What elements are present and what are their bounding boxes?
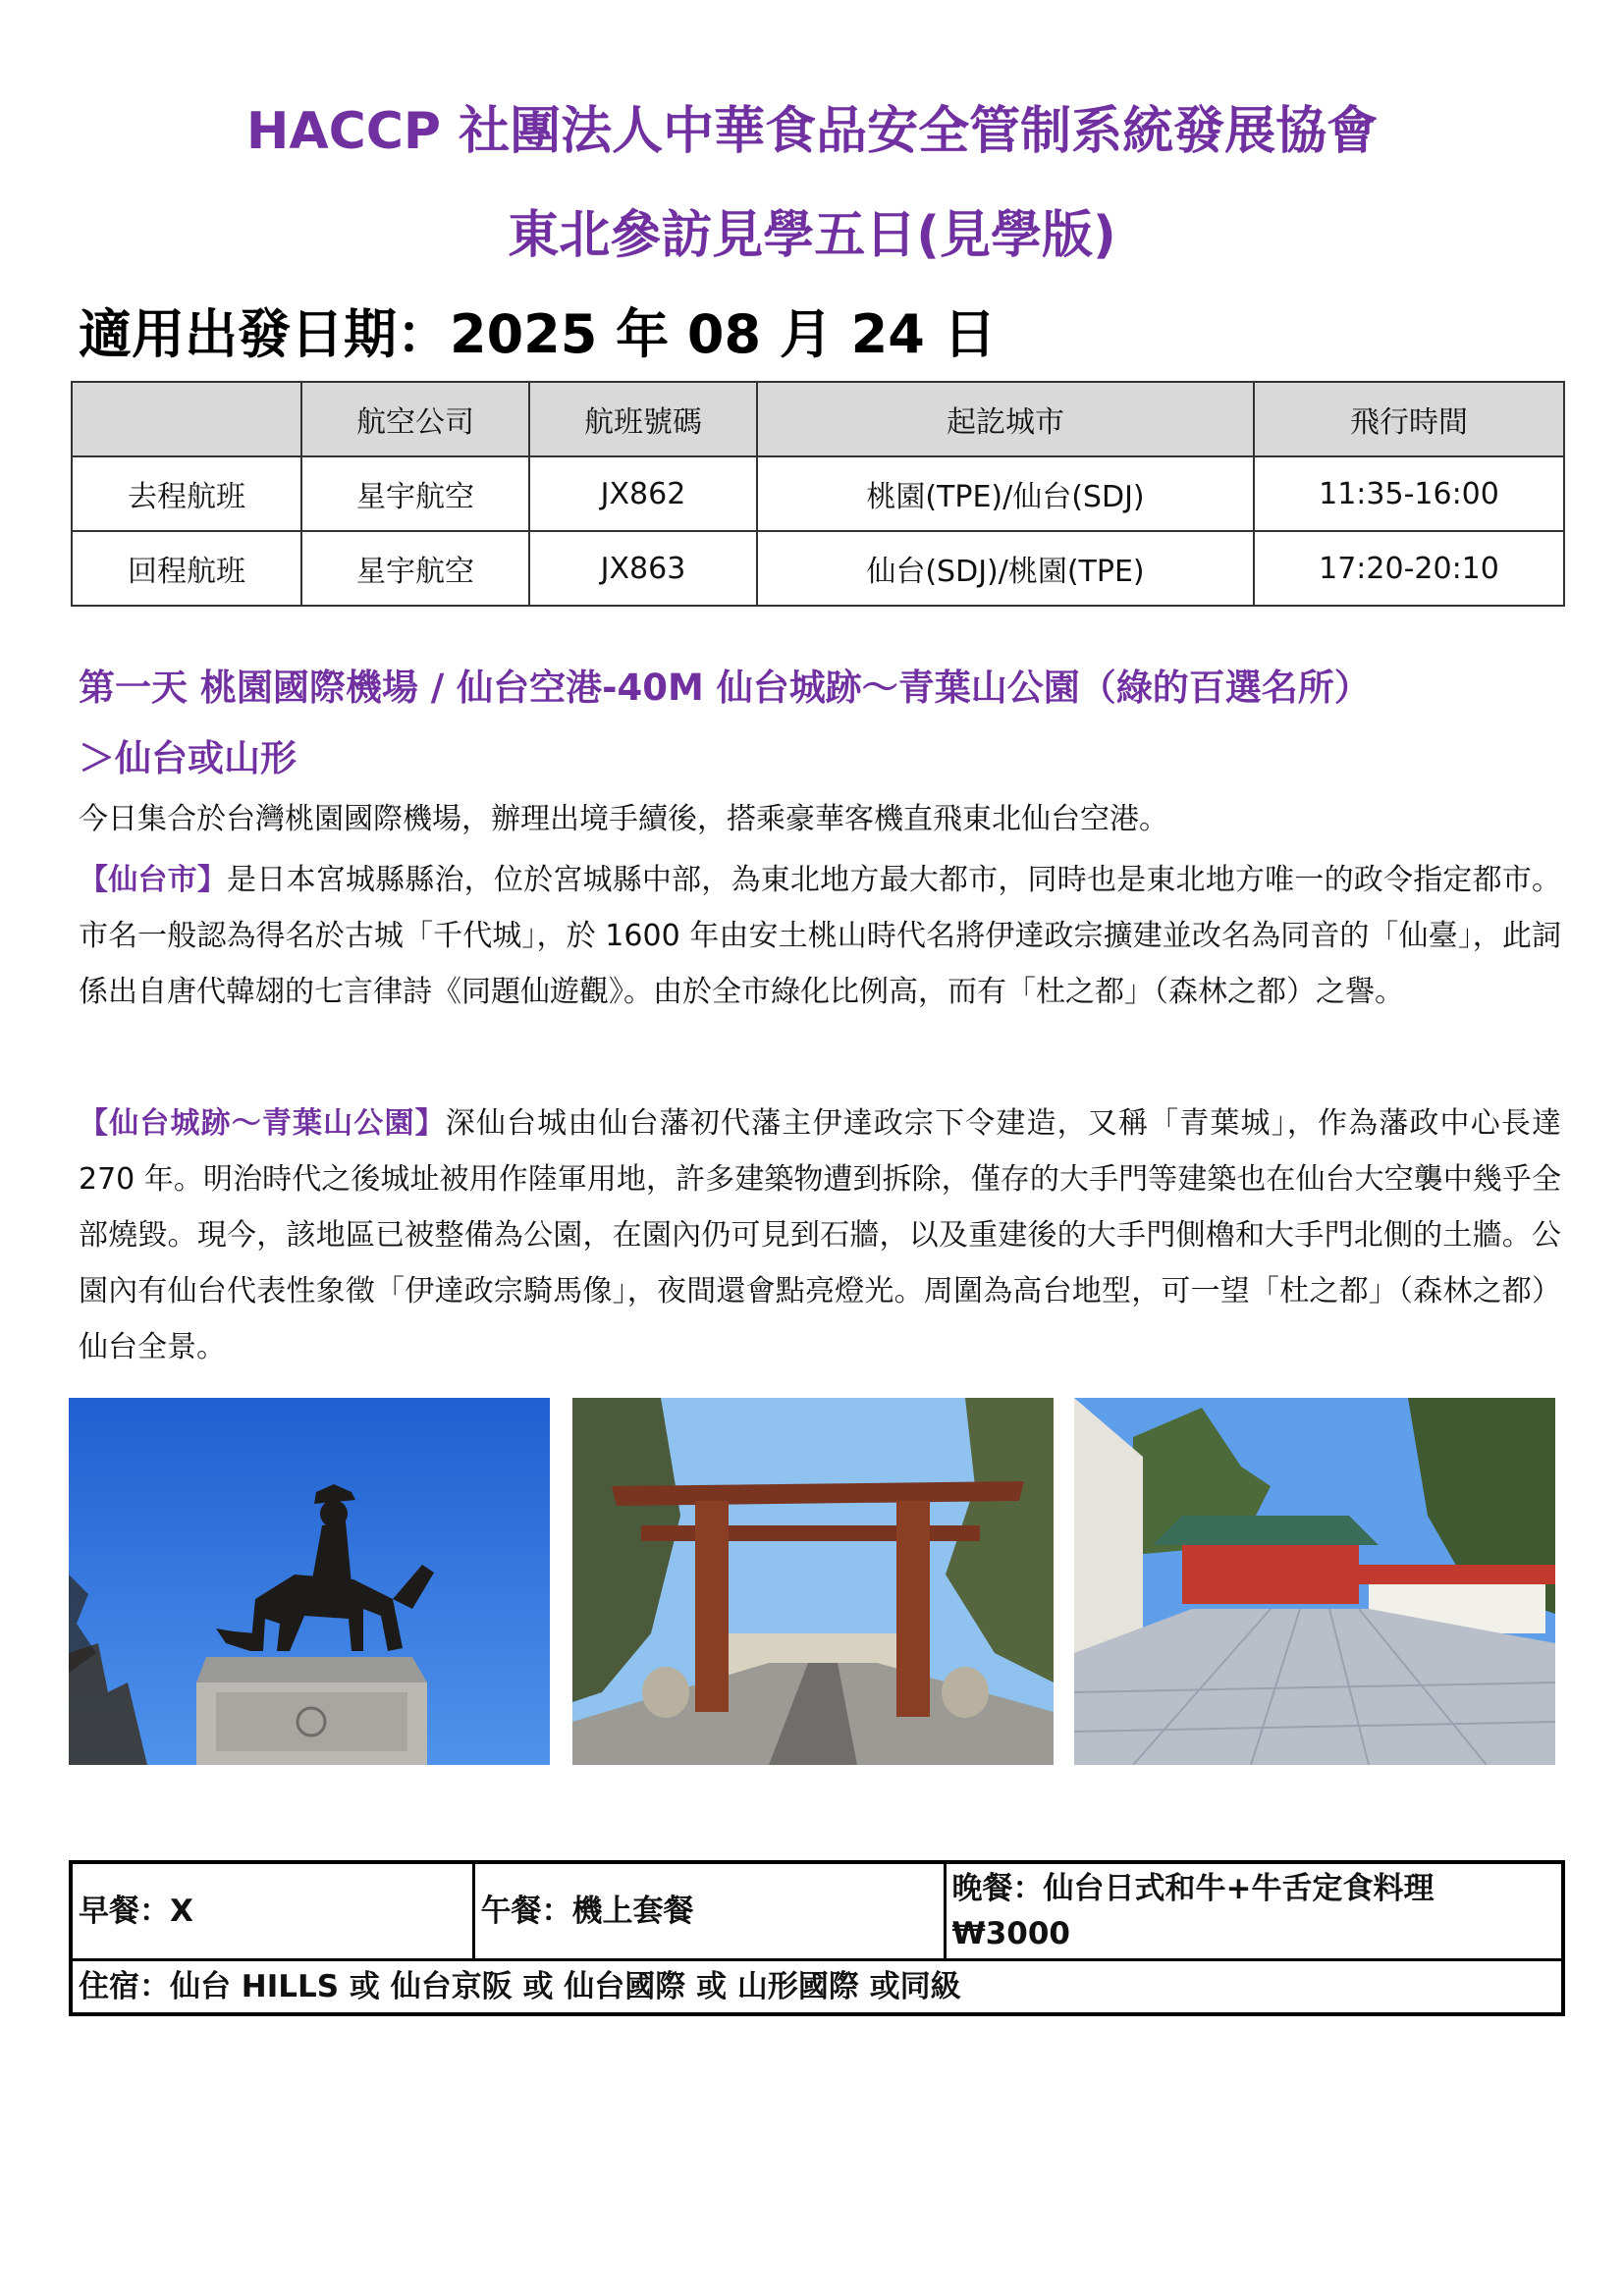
title-organization: HACCP 社團法人中華食品安全管制系統發展協會 <box>245 102 1379 161</box>
flight-cell: 星宇航空 <box>301 456 529 531</box>
photo-date-masamune-statue <box>69 1398 550 1765</box>
castle-text: 深仙台城由仙台藩初代藩主伊達政宗下令建造，又稱「青葉城」，作為藩政中心長達 270 年。明治時代之後城址被用作陸軍用地，許多建築物遭到拆除，僅存的大手門等建築也在仙台大空襲中幾乎全部燒毀。現今，該地區已被整備為公園，在園內仍可見到石牆，以及重建後的大手門側櫓和大手門北側的土牆。公園內有仙台代表性象徵「伊達政宗騎馬像」，夜間還會點亮燈光。周圍為高台地型，可一望「杜之都」（森林之都）仙台全景。 <box>79 1106 1561 1364</box>
flight-header-cell: 航班號碼 <box>529 382 757 456</box>
lunch-cell: 午餐：機上套餐 <box>473 1862 945 1960</box>
breakfast-cell: 早餐：X <box>71 1862 473 1960</box>
castle-label: 【仙台城跡～青葉山公園】 <box>79 1106 446 1141</box>
flight-cell: 星宇航空 <box>301 531 529 606</box>
flight-header-cell: 飛行時間 <box>1254 382 1564 456</box>
flight-table-header <box>72 382 1564 456</box>
table-row <box>71 1960 1563 2015</box>
flight-cell: JX862 <box>529 456 757 531</box>
flight-cell: 去程航班 <box>72 456 301 531</box>
sendai-label: 【仙台市】 <box>79 863 228 897</box>
photo-shrine <box>1074 1398 1555 1765</box>
departure-date: 適用出發日期：2025 年 08 月 24 日 <box>79 303 997 365</box>
meal-lodging-table <box>69 1860 1565 2016</box>
dinner-price: ₩3000 <box>951 1916 1070 1951</box>
day1-title: 第一天 桃園國際機場 / 仙台空港-40M 仙台城跡～青葉山公園（綠的百選名所） <box>79 667 1371 709</box>
flight-cell: 11:35-16:00 <box>1254 456 1564 531</box>
flight-cell: 桃園(TPE)/仙台(SDJ) <box>757 456 1254 531</box>
table-row <box>72 531 1564 606</box>
table-row <box>71 1862 1563 1960</box>
flight-header-cell <box>72 382 301 456</box>
lodging-cell: 住宿：仙台 HILLS 或 仙台京阪 或 仙台國際 或 山形國際 或同級 <box>71 1960 1563 2015</box>
sendai-text: 是日本宮城縣縣治，位於宮城縣中部，為東北地方最大都市，同時也是東北地方唯一的政令指定都市。市名一般認為得名於古城「千代城」，於 1600 年由安土桃山時代名將伊達政宗擴建並改名為同音的「仙臺」，此詞係出自唐代韓翃的七言律詩《同題仙遊觀》。由於全市綠化比例高，而有「杜之都」（森林之都）之譽。 <box>79 863 1562 1009</box>
flight-cell: JX863 <box>529 531 757 606</box>
flight-cell: 回程航班 <box>72 531 301 606</box>
flight-table <box>71 381 1565 607</box>
flight-cell: 17:20-20:10 <box>1254 531 1564 606</box>
flight-cell: 仙台(SDJ)/桃園(TPE) <box>757 531 1254 606</box>
castle-description <box>79 1095 1561 1375</box>
sendai-description <box>79 852 1561 1020</box>
dinner-cell <box>945 1862 1563 1960</box>
day1-subtitle: ＞仙台或山形 <box>79 737 297 779</box>
table-row <box>72 456 1564 531</box>
flight-header-cell: 航空公司 <box>301 382 529 456</box>
day1-intro: 今日集合於台灣桃園國際機場，辦理出境手續後，搭乘豪華客機直飛東北仙台空港。 <box>79 802 1168 836</box>
photo-torii-gate <box>572 1398 1054 1765</box>
title-tour-name: 東北參訪見學五日(見學版) <box>508 206 1116 265</box>
flight-header-cell: 起訖城市 <box>757 382 1254 456</box>
dinner-text: 晚餐：仙台日式和牛+牛舌定食料理 <box>951 1871 1435 1906</box>
